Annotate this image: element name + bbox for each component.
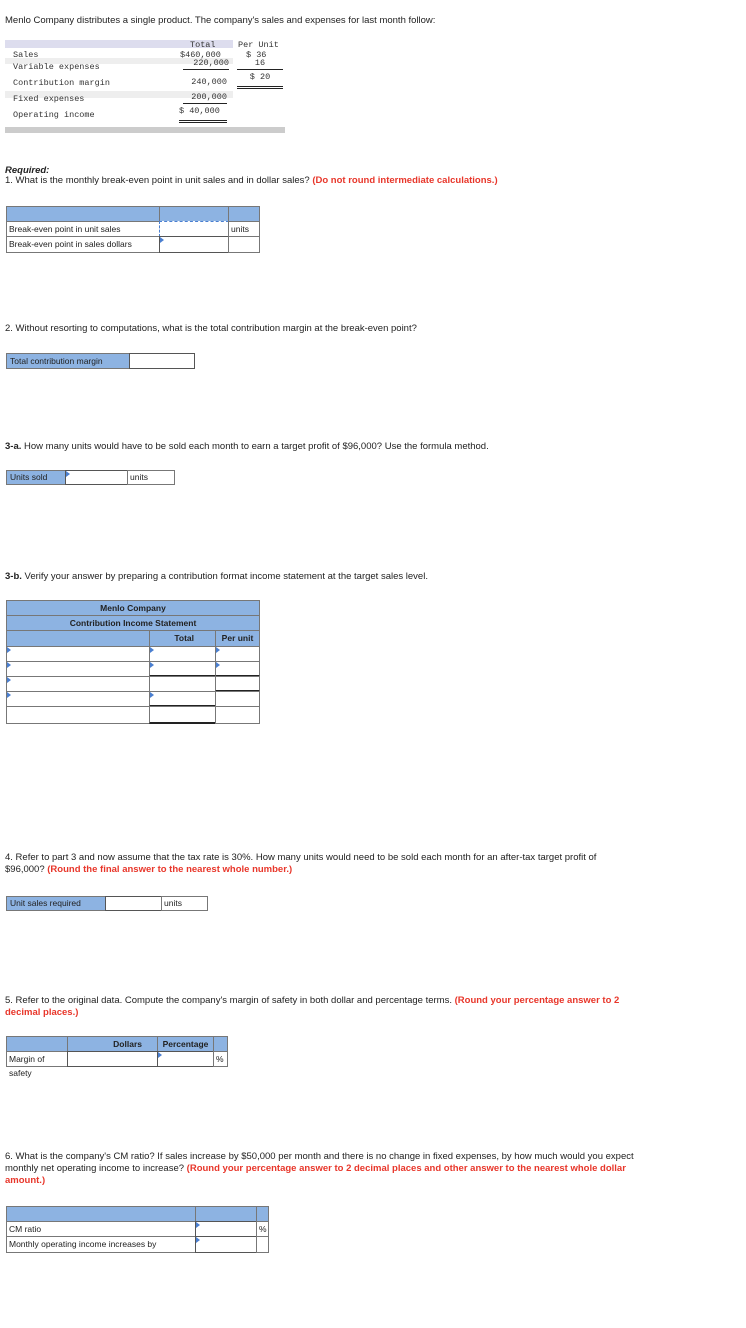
statement-row-label-input[interactable] (6, 706, 150, 724)
breakeven-dollars-input[interactable] (159, 236, 229, 253)
percent-sign: % (256, 1221, 269, 1237)
statement-total-input[interactable] (149, 676, 216, 692)
col-dollars-header: Dollars (67, 1036, 158, 1052)
original-data-table (5, 39, 285, 135)
row-total: $460,000 (180, 50, 221, 60)
q4-question: 4. Refer to part 3 and now assume that the tax rate is 30%. How many units would need to be sold each month for an after-tax target profit of $96,000? (Round the final answer to the nearest whole number.) (5, 852, 597, 875)
statement-per-unit-input[interactable] (215, 706, 260, 724)
col-total-header: Total (149, 630, 216, 647)
q6-table (6, 1206, 269, 1253)
row-label: Variable expenses (13, 62, 100, 72)
statement-per-unit-input[interactable] (215, 661, 260, 677)
statement-total-input[interactable] (149, 691, 216, 707)
q6-row-label: CM ratio (6, 1221, 196, 1237)
q5-table (6, 1036, 228, 1078)
q4-label: Unit sales required (6, 896, 106, 911)
row-label: Operating income (13, 110, 95, 120)
q3b-question: 3-b. Verify your answer by preparing a contribution format income statement at the target sales level. (5, 571, 428, 582)
breakeven-units-input[interactable] (159, 221, 229, 237)
income-statement (6, 600, 260, 724)
col-per-unit-header: Per unit (215, 630, 260, 647)
col-total-header: Total (190, 40, 216, 50)
row-label: Contribution margin (13, 78, 110, 88)
q6-question: 6. What is the company's CM ratio? If sales increase by $50,000 per month and there is no change in fixed expenses, by how much would you expect monthly net operating income to increase? (Round your percentage answer to 2 decimal places and other answer to the nearest whole dollar amount.) (5, 1151, 634, 1186)
q3a-label: Units sold (6, 470, 66, 485)
cm-ratio-input[interactable] (195, 1221, 257, 1237)
row-total: $ 40,000 (179, 106, 227, 123)
margin-safety-percentage-input[interactable] (157, 1051, 214, 1067)
statement-title: Contribution Income Statement (6, 615, 260, 631)
q5-question: 5. Refer to the original data. Compute the company's margin of safety in both dollar and percentage terms. (Round your percentage answer to 2 decimal places.) (5, 995, 620, 1018)
q1-question: 1. What is the monthly break-even point in unit sales and in dollar sales? (Do not round intermediate calculations.) (5, 175, 498, 186)
unit-sales-required-input[interactable] (105, 896, 162, 911)
q5-row-label: Margin of safety (6, 1051, 68, 1067)
row-label: Fixed expenses (13, 94, 85, 104)
row-total: 240,000 (191, 77, 227, 87)
units-sold-input[interactable] (65, 470, 128, 485)
row-per-unit: $ 20 (237, 72, 283, 89)
statement-row-label-input[interactable] (6, 691, 150, 707)
q1-row-label: Break-even point in sales dollars (6, 236, 160, 253)
col-per-unit-header: Per Unit (238, 40, 279, 50)
q2-label: Total contribution margin (6, 353, 130, 369)
statement-per-unit-input[interactable] (215, 676, 260, 692)
statement-row-label-input[interactable] (6, 646, 150, 662)
statement-per-unit-input[interactable] (215, 691, 260, 707)
row-total: 220,000 (183, 58, 229, 70)
statement-total-input[interactable] (149, 661, 216, 677)
row-per-unit: 16 (237, 58, 283, 70)
q1-table (6, 206, 260, 253)
total-cm-input[interactable] (129, 353, 195, 369)
unit-label (228, 236, 260, 253)
unit-label (256, 1236, 269, 1253)
q6-row-label: Monthly operating income increases by (6, 1236, 196, 1253)
q3a-question: 3-a. How many units would have to be sold each month to earn a target profit of $96,000? Use the formula method. (5, 441, 489, 452)
row-total: 200,000 (183, 92, 227, 104)
statement-total-input[interactable] (149, 706, 216, 724)
row-label: Sales (13, 50, 39, 60)
margin-safety-dollars-input[interactable] (67, 1051, 158, 1067)
unit-label: units (228, 221, 260, 237)
intro-text: Menlo Company distributes a single product. The company's sales and expenses for last month follow: (5, 15, 436, 26)
row-per-unit: $ 36 (246, 50, 267, 60)
income-increase-input[interactable] (195, 1236, 257, 1253)
q1-row-label: Break-even point in unit sales (6, 221, 160, 237)
statement-row-label-input[interactable] (6, 676, 150, 692)
required-heading: Required: (5, 165, 50, 176)
unit-label: units (127, 470, 175, 485)
col-percentage-header: Percentage (157, 1036, 214, 1052)
statement-total-input[interactable] (149, 646, 216, 662)
unit-label: units (161, 896, 208, 911)
statement-per-unit-input[interactable] (215, 646, 260, 662)
percent-sign: % (213, 1051, 228, 1067)
company-name: Menlo Company (6, 600, 260, 616)
statement-row-label-input[interactable] (6, 661, 150, 677)
q2-question: 2. Without resorting to computations, what is the total contribution margin at the break-even point? (5, 323, 417, 334)
